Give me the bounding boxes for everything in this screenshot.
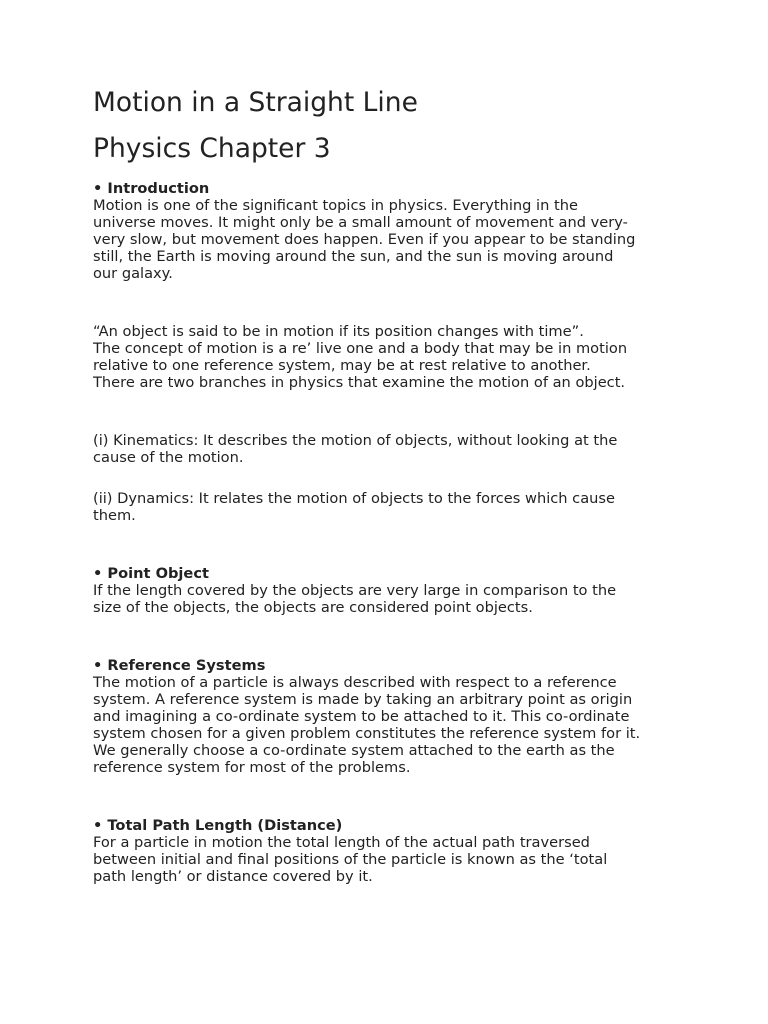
total-path-length-paragraph: For a particle in motion the total length of the actual path traversed between initial and final positions of the particle is known as the ‘total path length’ or distance covered by it. (93, 834, 608, 885)
introduction-paragraph-2: “An object is said to be in motion if its position changes with time”. The concept of motion is a re’ live one and a body that may be in motion relative to one reference system, may be at rest relative to another. There are two branches in physics that examine the motion of an object. (93, 323, 628, 391)
spacer (93, 282, 693, 323)
section-heading-introduction: • Introduction (93, 180, 210, 197)
spacer (93, 524, 693, 565)
spacer (93, 391, 693, 432)
reference-systems-paragraph: The motion of a particle is always described with respect to a reference system. A reference system is made by taking an arbitrary point as origin and imagining a co-ordinate system to be attached to it. This co-ordinate system chosen for a given problem constitutes the reference system for it. We generally choose a co-ordinate system attached to the earth as the reference system for most of the problems. (93, 674, 641, 776)
point-object-paragraph: If the length covered by the objects are very large in comparison to the size of the objects, the objects are considered point objects. (93, 582, 617, 616)
spacer (93, 616, 693, 657)
section-heading-total-path-length: • Total Path Length (Distance) (93, 817, 343, 834)
section-introduction (93, 180, 693, 524)
section-heading-point-object: • Point Object (93, 565, 209, 582)
section-point-object (93, 565, 693, 616)
spacer (93, 776, 693, 817)
section-total-path-length (93, 817, 693, 885)
kinematics-paragraph: (i) Kinematics: It describes the motion of objects, without looking at the cause of the motion. (93, 432, 618, 466)
document-subtitle: Physics Chapter 3 (93, 133, 331, 164)
spacer (93, 466, 693, 490)
section-heading-reference-systems: • Reference Systems (93, 657, 266, 674)
introduction-paragraph-1: Motion is one of the significant topics in physics. Everything in the universe moves. It might only be a small amount of movement and very- very slow, but movement does happen. Even if you appear to be standing still, the Earth is moving around the sun, and the sun is moving around our galaxy. (93, 197, 636, 282)
document-page (93, 86, 693, 885)
document-title: Motion in a Straight Line (93, 87, 418, 118)
dynamics-paragraph: (ii) Dynamics: It relates the motion of objects to the forces which cause them. (93, 490, 615, 524)
section-reference-systems (93, 657, 693, 776)
